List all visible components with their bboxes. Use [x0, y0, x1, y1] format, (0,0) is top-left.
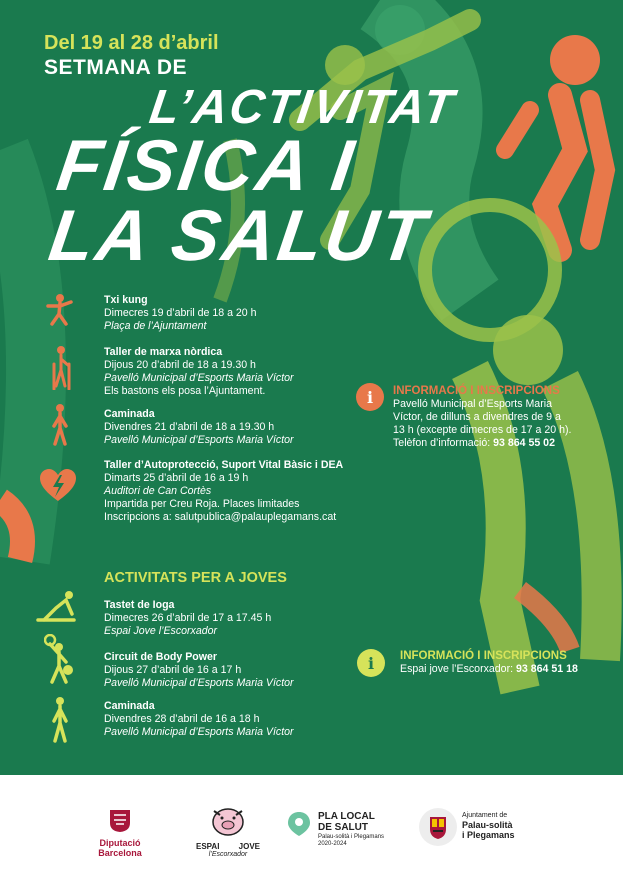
diputacio-line-2: Barcelona: [98, 848, 142, 858]
youth-section-title: ACTIVITATS PER A JOVES: [104, 570, 287, 586]
info-box-espai-jove: [400, 650, 578, 676]
activity-date: Dimecres 26 d’abril de 17 a 17.45 h: [104, 612, 272, 624]
jove-word: JOVE: [238, 842, 260, 851]
activity-name: Taller d’Autoprotecció, Suport Vital Bàsic i DEA: [104, 459, 344, 471]
info-phone-line: [400, 663, 578, 676]
activity-place: Espai Jove l’Escorxador: [104, 625, 218, 637]
activity-place: Pavelló Municipal d’Esports Maria Víctor: [104, 372, 294, 384]
info-phone[interactable]: 93 864 51 18: [516, 663, 578, 675]
info-heading: INFORMACIÓ I INSCRIPCIONS: [393, 385, 560, 397]
activity-name: Caminada: [104, 408, 155, 420]
weightlifting-icon: [44, 634, 74, 686]
walking-icon: [50, 697, 70, 743]
activity-note: Impartida per Creu Roja. Places limitades: [104, 498, 300, 510]
ajuntament-seal-icon: [418, 807, 458, 847]
ajuntament-line-2: Palau-solità: [462, 820, 513, 830]
espai-jove-wordmark: [196, 842, 260, 851]
pla-local-line-3: Palau-solità i Plegamans: [318, 834, 385, 840]
info-icon: i: [357, 649, 385, 677]
diputacio-shield-icon: [109, 809, 131, 833]
ajuntament-text: [462, 811, 515, 840]
activity-place: Pavelló Municipal d’Esports Maria Víctor: [104, 434, 294, 446]
title-line-3: LA SALUT: [44, 196, 433, 276]
activity-name: Caminada: [104, 700, 155, 712]
yoga-icon: [36, 590, 76, 624]
youth-activity-ioga: [104, 599, 271, 638]
walking-icon: [50, 404, 70, 446]
activity-note: Els bastons els posa l’Ajuntament.: [104, 385, 266, 397]
info-line: Pavelló Municipal d’Esports Maria: [393, 398, 552, 410]
ajuntament-line-3: i Plegamans: [462, 830, 515, 840]
youth-activity-body-power: [104, 651, 294, 690]
activity-place: Plaça de l’Ajuntament: [104, 320, 207, 332]
activity-place: Auditori de Can Cortès: [104, 485, 212, 497]
info-heading: INFORMACIÓ I INSCRIPCIONS: [400, 650, 567, 662]
pla-local-line-1: PLA LOCAL: [318, 811, 375, 822]
title-line-2: FÍSICA I: [52, 126, 361, 206]
espai-word: ESPAI: [196, 842, 220, 851]
pig-icon: [208, 805, 248, 837]
date-range: Del 19 al 28 d’abril: [44, 32, 219, 54]
activity-date: Divendres 21 d’abril de 18 a 19.30 h: [104, 421, 275, 433]
diputacio-logo: [92, 809, 148, 858]
info-phone-label: Telèfon d’informació:: [393, 437, 494, 449]
location-pin-icon: [286, 811, 312, 837]
activity-registration: Inscripcions a: salutpublica@palauplegamans.cat: [104, 511, 337, 523]
youth-activity-caminada: [104, 700, 294, 739]
diputacio-line-1: Diputació: [99, 838, 141, 848]
info-line: 13 h (excepte dimecres de 17 a 20 h).: [393, 424, 572, 436]
pla-local-text: [318, 811, 384, 848]
title-line-1: L’ACTIVITAT: [146, 81, 459, 134]
subtitle-setmana: SETMANA DE: [44, 56, 188, 79]
info-phone-label: Espai jove l’Escorxador:: [400, 663, 516, 675]
escorxador-word: l’Escorxador: [208, 851, 248, 858]
info-box-pavello: [393, 385, 571, 450]
activity-txi-kung: [104, 294, 257, 333]
activity-name: Tastet de Ioga: [104, 599, 175, 611]
info-icon: i: [356, 383, 384, 411]
pla-local-line-2: DE SALUT: [318, 822, 368, 833]
activity-name: Circuit de Body Power: [104, 651, 218, 663]
activity-marxa-nordica: [104, 346, 294, 398]
activity-date: Dimarts 25 d’abril de 16 a 19 h: [104, 472, 249, 484]
activity-name: Txi kung: [104, 294, 148, 306]
heart-defibrillator-icon: [40, 469, 76, 503]
activity-name: Taller de marxa nòrdica: [104, 346, 223, 358]
info-phone-line: [393, 437, 571, 450]
ajuntament-line-1: Ajuntament de: [462, 812, 508, 819]
nordic-walking-icon: [50, 346, 72, 390]
activity-date: Dimecres 19 d’abril de 18 a 20 h: [104, 307, 257, 319]
tai-chi-icon: [44, 294, 74, 330]
activity-place: Pavelló Municipal d’Esports Maria Víctor: [104, 677, 294, 689]
footer: [0, 775, 623, 880]
info-line: Víctor, de dilluns a divendres de 9 a: [393, 411, 561, 423]
activity-autoproteccio: [104, 459, 343, 524]
espai-jove-logo: [196, 805, 260, 859]
pla-local-line-4: 2020-2024: [318, 841, 347, 847]
activity-date: Dijous 20 d’abril de 18 a 19.30 h: [104, 359, 256, 371]
activity-date: Divendres 28 d’abril de 16 a 18 h: [104, 713, 260, 725]
activity-place: Pavelló Municipal d’Esports Maria Víctor: [104, 726, 294, 738]
info-phone[interactable]: 93 864 55 02: [493, 437, 555, 449]
activity-date: Dijous 27 d’abril de 16 a 17 h: [104, 664, 242, 676]
activity-caminada: [104, 408, 294, 447]
